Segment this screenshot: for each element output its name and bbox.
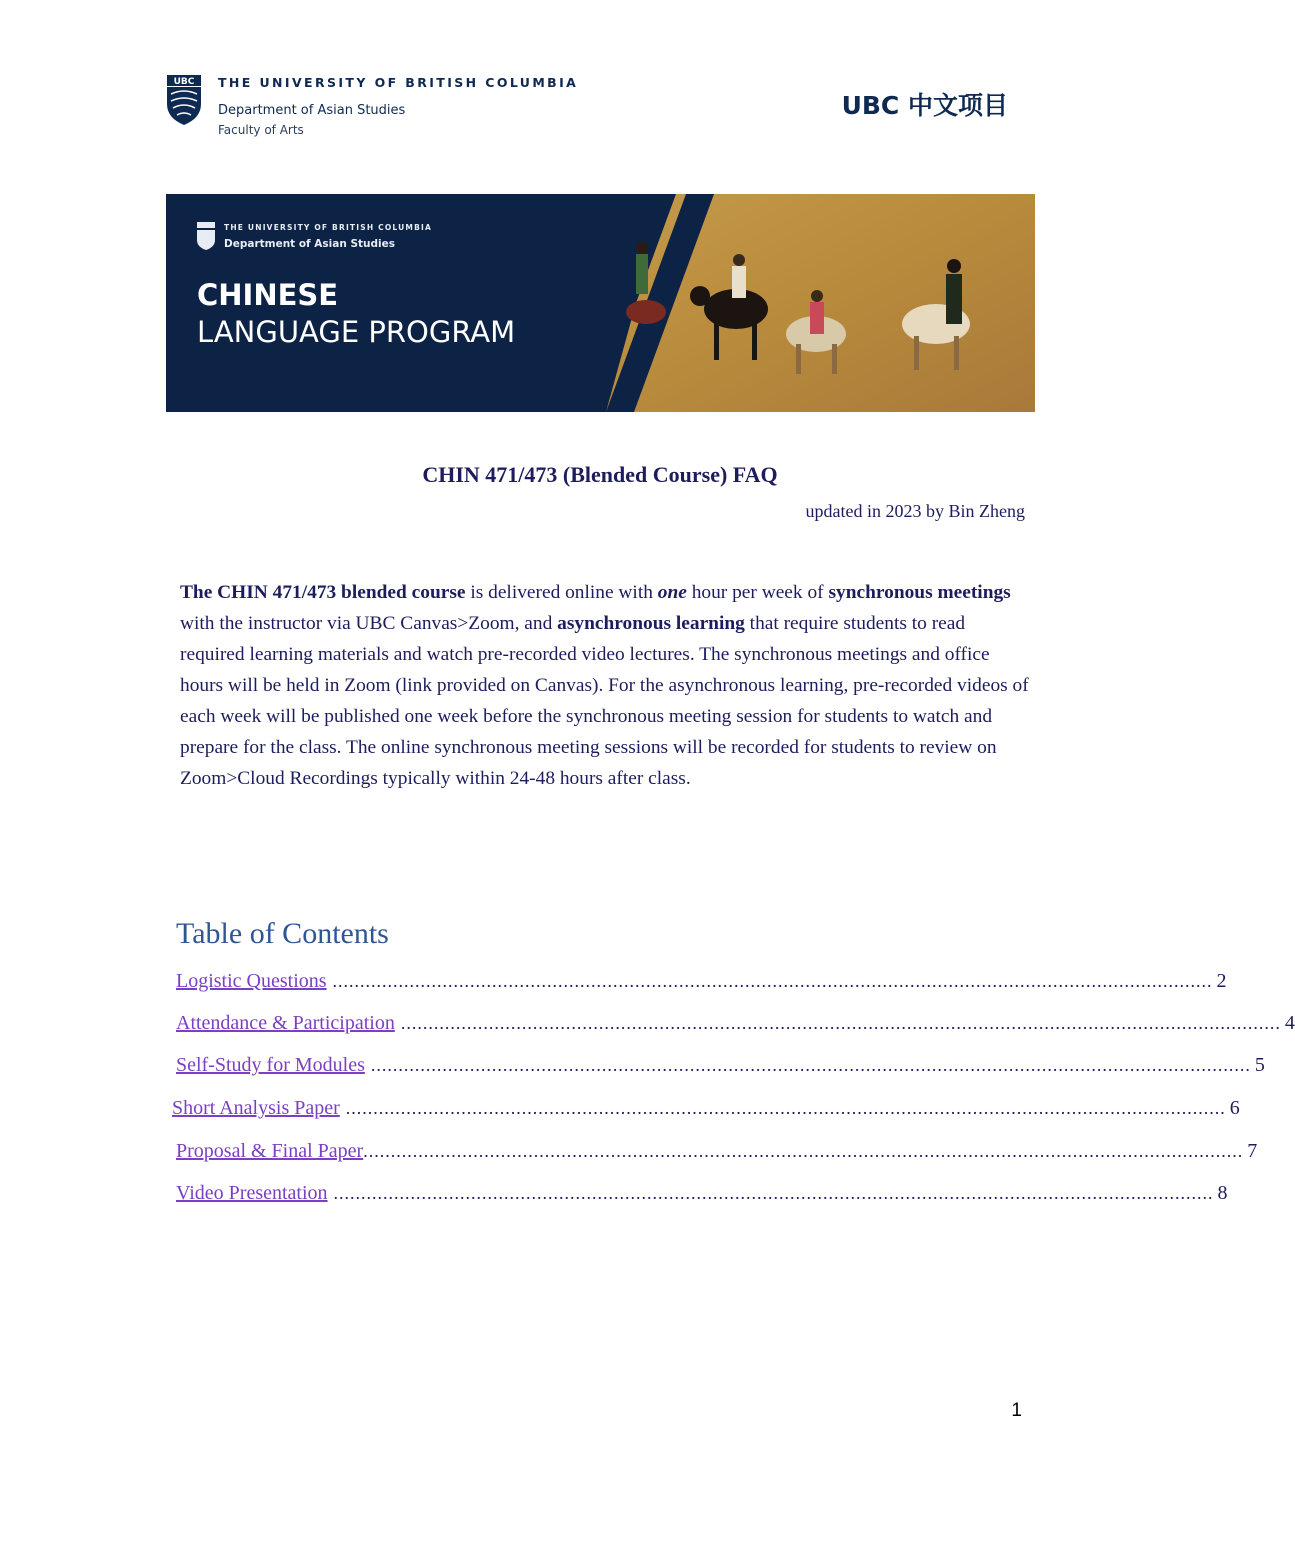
toc-leader-dots: ................................................................................................................................................................ [363, 1141, 1244, 1161]
toc-leader-dots: ................................................................................................................................................................ [400, 1013, 1281, 1033]
header-program-title: UBC 中文项目 [841, 91, 1008, 120]
document-updated-note: updated in 2023 by Bin Zheng [805, 501, 1025, 521]
intro-bold-asynchronous: asynchronous learning [557, 613, 745, 634]
toc-item [176, 1182, 1228, 1212]
intro-paragraph [180, 577, 1032, 794]
intro-lead-bold: The CHIN 471/473 blended course [180, 582, 466, 603]
document-title: CHIN 471/473 (Blended Course) FAQ [422, 462, 778, 487]
toc-leader-dots: ................................................................................................................................................................ [332, 971, 1213, 991]
page-number: 1 [1011, 1400, 1022, 1421]
toc-item [176, 1140, 1258, 1170]
toc-page-number: 8 [1217, 1182, 1228, 1204]
toc-page-number: 7 [1247, 1140, 1258, 1162]
banner-university: THE UNIVERSITY OF BRITISH COLUMBIA [224, 223, 432, 232]
intro-text-2: hour per week of [686, 582, 829, 603]
toc-link-logistic-questions[interactable]: Logistic Questions [176, 970, 327, 992]
toc-link-self-study-modules[interactable]: Self-Study for Modules [176, 1054, 365, 1076]
banner-title-line2: LANGUAGE PROGRAM [197, 315, 516, 349]
toc-link-video-presentation[interactable]: Video Presentation [176, 1182, 328, 1204]
toc-heading: Table of Contents [176, 917, 389, 950]
banner-title-line1: CHINESE [197, 278, 339, 312]
header-university: THE UNIVERSITY OF BRITISH COLUMBIA [218, 75, 579, 90]
intro-text-4: that require students to read required learning materials and watch pre-recorded video lectures. The synchronous meetings and office hours will be held in Zoom (link provided on Canvas). For the asynchronous learning, pre-recorded videos of each week will be published one week before the synchronous meeting session for students to watch and prepare for the class. The online synchronous meeting sessions will be recorded for students to review on Zoom>Cloud Recordings typically within 24-48 hours after class. [180, 613, 1029, 789]
toc-page-number: 5 [1254, 1054, 1265, 1076]
toc-link-short-analysis-paper[interactable]: Short Analysis Paper [172, 1097, 340, 1119]
toc-page-number: 6 [1229, 1097, 1240, 1119]
toc-link-attendance-participation[interactable]: Attendance & Participation [176, 1012, 395, 1034]
banner-department: Department of Asian Studies [224, 238, 396, 250]
intro-emphasis-one: one [657, 582, 687, 603]
crest-text: UBC [173, 77, 195, 87]
intro-text-3: with the instructor via UBC Canvas>Zoom, and [180, 613, 558, 634]
toc-item [176, 1054, 1265, 1084]
toc-page-number: 2 [1216, 970, 1227, 992]
toc-leader-dots: ................................................................................................................................................................ [370, 1055, 1251, 1075]
header-faculty: Faculty of Arts [218, 123, 304, 137]
ubc-crest-logo [166, 74, 202, 126]
toc-page-number: 4 [1284, 1012, 1295, 1034]
intro-text-1: is delivered online with [465, 582, 658, 603]
toc-leader-dots: ................................................................................................................................................................ [333, 1183, 1214, 1203]
toc-item [176, 1012, 1295, 1042]
toc-item [176, 970, 1227, 1000]
intro-bold-synchronous: synchronous meetings [828, 582, 1011, 603]
header-department: Department of Asian Studies [218, 103, 406, 118]
toc-link-proposal-final-paper[interactable]: Proposal & Final Paper [176, 1140, 364, 1162]
toc-item [172, 1097, 1240, 1127]
program-banner [166, 194, 1035, 412]
toc-leader-dots: ................................................................................................................................................................ [345, 1098, 1226, 1118]
